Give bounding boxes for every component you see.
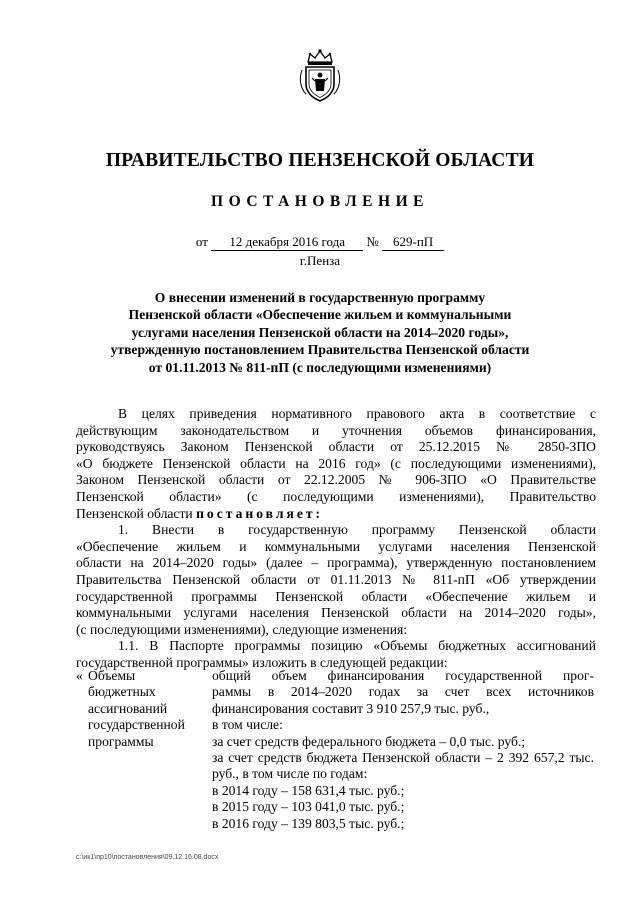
- value-line: в том числе:: [212, 717, 283, 733]
- open-quote: «: [76, 668, 83, 683]
- passport-value-cell: [212, 668, 594, 832]
- document-type: ПОСТАНОВЛЕНИЕ: [211, 193, 429, 210]
- heading-line: утвержденную постановлением Правительства Пензенской области: [110, 342, 530, 358]
- value-line: за счет средств федерального бюджета – 0,0 тыс. руб.;: [212, 733, 526, 749]
- number-prefix: №: [366, 234, 379, 249]
- city: г.Пенза: [299, 253, 341, 268]
- label-line: ассигнований: [88, 700, 168, 716]
- document-heading: [100, 289, 540, 376]
- label-line: государственной: [88, 717, 185, 733]
- body-line: Законом Пензенской области от 22.12.2005 № 906-ЗПО «О Правительстве: [76, 472, 596, 488]
- body-line: [76, 506, 596, 523]
- passport-label-cell: [76, 668, 212, 832]
- body-line: государственной программы» изложить в следующей редакции:: [76, 654, 448, 670]
- body-line: руководствуясь Законом Пензенской области от 25.12.2015 № 2850-ЗПО: [76, 439, 596, 455]
- body-line: коммунальными услугами населения Пензенской области на 2014–2020 годы»,: [76, 605, 596, 621]
- value-line: общий объем финансирования государственной прог-: [212, 668, 594, 683]
- heading-line: от 01.11.2013 № 811-пП (с последующими изменениями): [148, 359, 492, 375]
- value-line: за счет средств бюджета Пензенской области – 2 392 657,2 тыс.: [212, 750, 594, 766]
- document-date: 12 декабря 2016 года: [211, 234, 363, 251]
- value-line: финансирования составит 3 910 257,9 тыс. руб.,: [212, 700, 490, 716]
- body-line: «О бюджете Пензенской области на 2016 год» (с последующими изменениями),: [76, 455, 596, 471]
- label-line: программы: [88, 733, 154, 749]
- penza-coat-of-arms-icon: [298, 48, 342, 102]
- body-line: Пензенской области» (с последующими изменениями), Правительство: [76, 488, 596, 504]
- passport-label: [88, 668, 185, 832]
- heading-line: О внесении изменений в государственную программу: [154, 290, 486, 305]
- body-line: 1.1. В Паспорте программы позицию «Объемы бюджетных ассигнований: [118, 638, 596, 654]
- file-path-footer: c:\ик1\пр10\постановления\09.12.16.08.docx: [76, 854, 219, 861]
- body-line: 1. Внести в государственную программу Пензенской области: [118, 522, 596, 538]
- label-line: бюджетных: [88, 684, 156, 700]
- preamble-end: Пензенской области: [76, 505, 193, 521]
- resolves-word: постановляет:: [196, 505, 324, 521]
- value-line: раммы в 2014–2020 годах за счет всех источников: [212, 684, 594, 700]
- heading-line: услугами населения Пензенской области на 2014–2020 годы»,: [131, 324, 509, 340]
- label-line: Объемы: [88, 668, 136, 683]
- body-line: Правительства Пензенской области от 01.11.2013 № 811-пП «Об утверждении: [76, 571, 596, 587]
- value-line: в 2015 году – 103 041,0 тыс. руб.;: [212, 799, 405, 815]
- government-title: ПРАВИТЕЛЬСТВО ПЕНЗЕНСКОЙ ОБЛАСТИ: [105, 150, 535, 171]
- body-line: государственной программы Пензенской области «Обеспечение жильем и: [76, 588, 596, 604]
- value-line: в 2014 году – 158 631,4 тыс. руб.;: [212, 782, 405, 798]
- value-line: в 2016 году – 139 803,5 тыс. руб.;: [212, 815, 405, 831]
- body-line: (с последующими изменениями), следующие изменения:: [76, 621, 408, 637]
- heading-line: Пензенской области «Обеспечение жильем и коммунальными: [128, 307, 512, 323]
- body-line: «Обеспечение жильем и коммунальными услугами населения Пензенской: [76, 538, 596, 554]
- body-line: В целях приведения нормативного правового акта в соответствие с: [118, 406, 596, 421]
- document-number: 629-пП: [382, 234, 444, 251]
- value-line: руб., в том числе по годам:: [212, 766, 368, 782]
- body-line: области на 2014–2020 годы» (далее – программа), утвержденную постановлением: [76, 555, 596, 571]
- date-number-line: [0, 234, 640, 251]
- body-line: действующим законодательством и уточнения объемов финансирования,: [76, 422, 596, 438]
- date-prefix: от: [195, 234, 208, 249]
- passport-table: [76, 668, 596, 832]
- document-body: [76, 406, 596, 672]
